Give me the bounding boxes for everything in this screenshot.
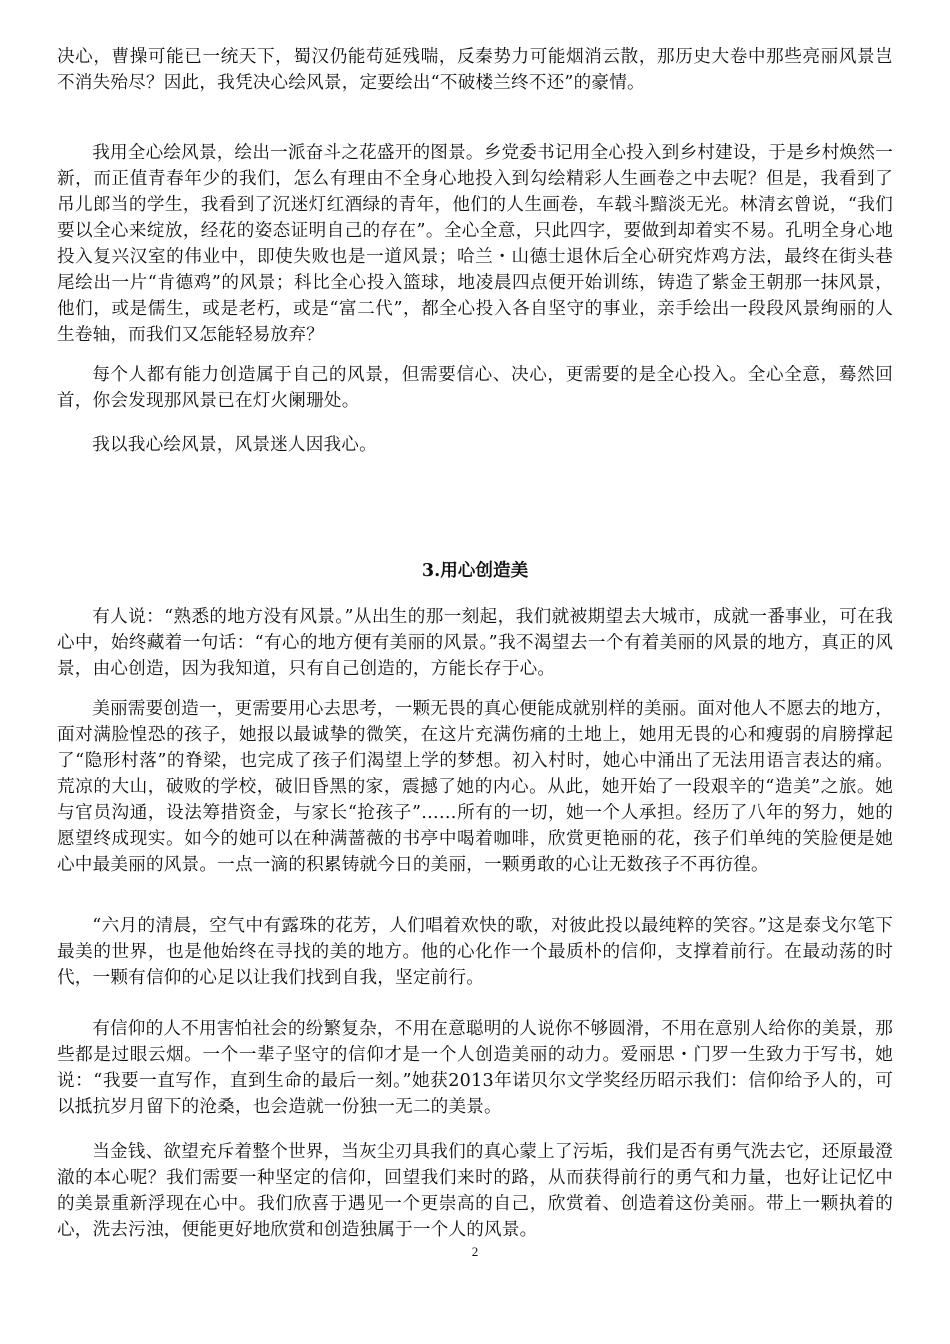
paragraph-tagore: “六月的清晨，空气中有露珠的花芳，人们唱着欢快的歌，对彼此投以最纯粹的笑容。”这是泰戈尔笔下最美的世界，也是他始终在寻找的美的地方。他的心化作一个最质朴的信仰，支撑着前行。在最动荡的时代，一颗有信仰的心足以让我们找到自我，坚定前行。 <box>57 916 893 988</box>
section-heading: 3.用心创造美 <box>421 560 529 581</box>
paragraph-creation: 美丽需要创造一，更需要用心去思考，一颗无畏的真心便能成就别样的美丽。面对他人不愿去的地方，面对满脸惶恐的孩子，她报以最诚挚的微笑，在这片充满伤痛的土地上，她用无畏的心和瘦弱的肩膀撑起了“隐形村落”的脊梁，也完成了孩子们渴望上学的梦想。初入村时，她心中涌出了无法用语言表达的痛。荒凉的大山，破败的学校，破旧昏黑的家，震撼了她的内心。从此，她开始了一段艰辛的“造美”之旅。她与官员沟通，设法筹措资金，与家长“抢孩子”……所有的一切，她一个人承担。经历了八年的努力，她的愿望终成现实。如今的她可以在种满蔷薇的书亭中喝着咖啡，欣赏更艳丽的花，孩子们单纯的笑脸便是她心中最美丽的风景。一点一滴的积累铸就今日的美丽，一颗勇敢的心让无数孩子不再彷徨。 <box>57 699 893 875</box>
paragraph-continuation: 决心，曹操可能已一统天下，蜀汉仍能苟延残喘，反秦势力可能烟消云散，那历史大卷中那些亮丽风景岂不消失殆尽？因此，我凭决心绘风景，定要绘出“不破楼兰终不还”的豪情。 <box>57 47 893 93</box>
paragraph-intro: 有人说：“熟悉的地方没有风景。”从出生的那一刻起，我们就被期望去大城市，成就一番事业，可在我心中，始终藏着一句话：“有心的地方便有美丽的风景。”我不渴望去一个有着美丽的风景的地方，真正的风景，由心创造，因为我知道，只有自己创造的，方能长存于心。 <box>57 607 893 679</box>
paragraph-wholeheart: 我用全心绘风景，绘出一派奋斗之花盛开的图景。乡党委书记用全心投入到乡村建设，于是乡村焕然一新，而正值青春年少的我们，怎么有理由不全身心地投入到勾绘精彩人生画卷之中去呢？但是，我看到了吊儿郎当的学生，我看到了沉迷灯红酒绿的青年，他们的人生画卷，车载斗黯淡无光。林清玄曾说，“我们要以全心来绽放，经花的姿态证明自己的存在”。全心全意，只此四字，要做到却着实不易。孔明全身心地投入复兴汉室的伟业中，即使失败也是一道风景；哈兰・山德士退休后全心研究炸鸡方法，最终在街头巷尾绘出一片“肯德鸡”的风景；科比全心投入篮球，地凌晨四点便开始训练，铸造了紫金王朝那一抹风景，他们，或是儒生，或是老朽，或是“富二代”，都全心投入各自坚守的事业，亲手绘出一段段风景绚丽的人生卷轴，而我们又怎能轻易放弃？ <box>57 143 893 345</box>
page-number: 2 <box>471 1244 479 1259</box>
paragraph-everyone: 每个人都有能力创造属于自己的风景，但需要信心、决心，更需要的是全心投入。全心全意，蓦然回首，你会发现那风景已在灯火阑珊处。 <box>57 365 893 411</box>
paragraph-faith: 有信仰的人不用害怕社会的纷繁复杂，不用在意聪明的人说你不够圆滑，不用在意别人给你的美景，那些都是过眼云烟。一个一辈子坚守的信仰才是一个人创造美丽的动力。爱丽思・门罗一生致力于写书，她说：“我要一直写作，直到生命的最后一刻。”她获2013年诺贝尔文学奖经历昭示我们：信仰给予人的，可以抵抗岁月留下的沧桑，也会造就一份独一无二的美景。 <box>57 1019 893 1117</box>
paragraph-conclusion: 我以我心绘风景，风景迷人因我心。 <box>92 435 377 455</box>
paragraph-pure-heart: 当金钱、欲望充斥着整个世界，当灰尘刃具我们的真心蒙上了污垢，我们是否有勇气洗去它，还原最澄澈的本心呢？我们需要一种坚定的信仰，回望我们来时的路，从而获得前行的勇气和力量，也好让记忆中的美景重新浮现在心中。我们欣喜于遇见一个更崇高的自己，欣赏着、创造着这份美丽。带上一颗执着的心，洗去污浊，便能更好地欣赏和创造独属于一个人的风景。 <box>57 1142 893 1240</box>
